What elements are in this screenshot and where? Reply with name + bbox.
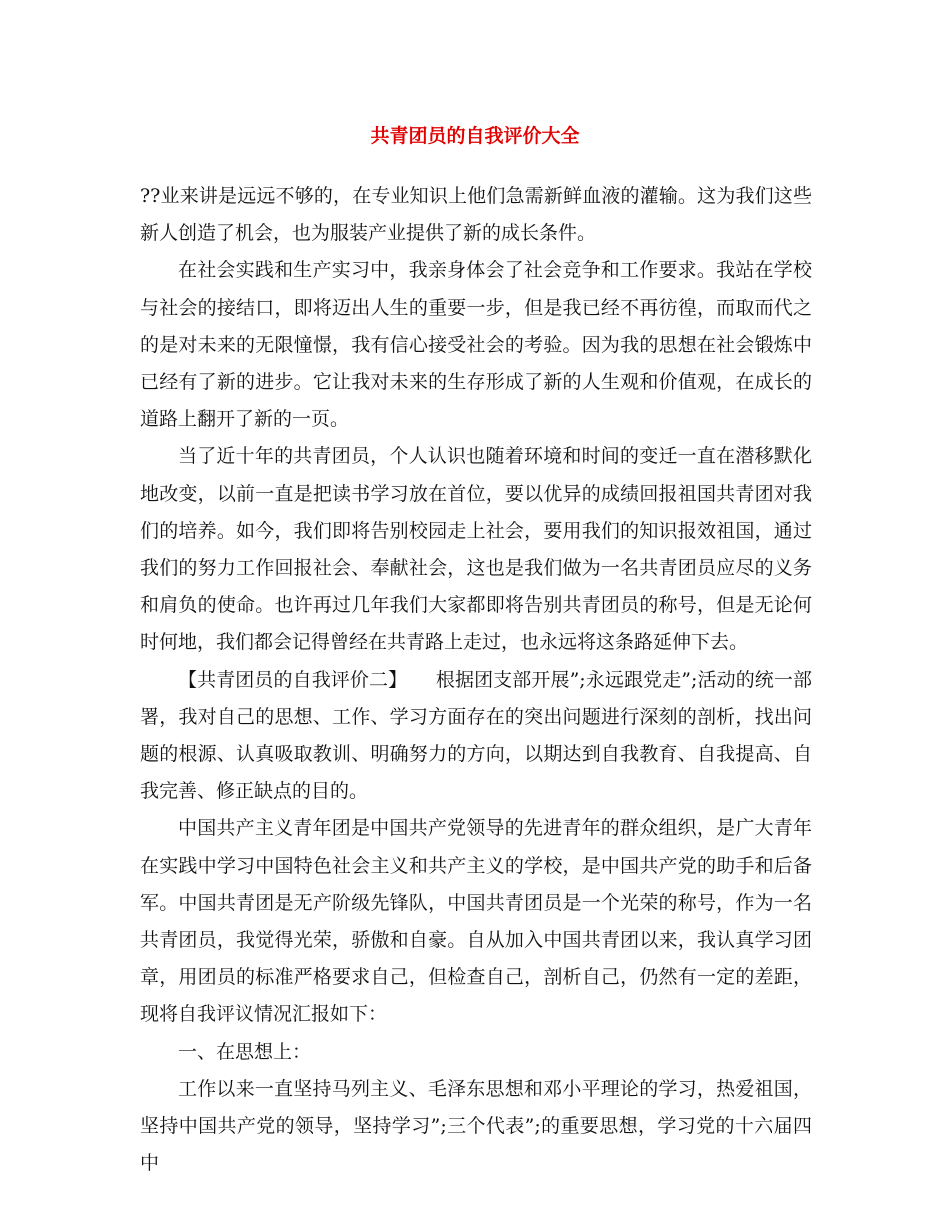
paragraph-3: 当了近十年的共青团员，个人认识也随着环境和时间的变迁一直在潜移默化地改变，以前一直是把读书学习放在首位，要以优异的成绩回报祖国共青团对我们的培养。如今，我们即将告别校园走上社会，要用我们的知识报效祖国，通过我们的努力工作回报社会、奉献社会，这也是我们做为一名共青团员应尽的义务和肩负的使命。也许再过几年我们大家都即将告别共青团员的称号，但是无论何时何地，我们都会记得曾经在共青路上走过，也永远将这条路延伸下去。 <box>140 445 812 654</box>
document-body <box>140 178 812 1182</box>
section-heading-thought: 一、在思想上： <box>178 1040 312 1063</box>
paragraph-5: 中国共产主义青年团是中国共产党领导的先进青年的群众组织，是广大青年在实践中学习中国特色社会主义和共产主义的学校，是中国共产党的助手和后备军。中国共青团是无产阶级先锋队，中国共青团员是一个光荣的称号，作为一名共青团员，我觉得光荣，骄傲和自豪。自从加入中国共青团以来，我认真学习团章，用团员的标准严格要求自己，但检查自己，剖析自己，仍然有一定的差距，现将自我评议情况汇报如下： <box>140 817 812 1026</box>
paragraph-1: ??业来讲是远远不够的，在专业知识上他们急需新鲜血液的灌输。这为我们这些新人创造了机会，也为服装产业提供了新的成长条件。 <box>140 185 812 245</box>
paragraph-7: 工作以来一直坚持马列主义、毛泽东思想和邓小平理论的学习，热爱祖国，坚持中国共产党的领导，坚持学习”;三个代表”;的重要思想，学习党的十六届四中 <box>140 1077 812 1175</box>
paragraph-4: 【共青团员的自我评价二】 根据团支部开展”;永远跟党走”;活动的统一部署，我对自己的思想、工作、学习方面存在的突出问题进行深刻的剖析，找出问题的根源、认真吸取教训、明确努力的方向，以期达到自我教育、自我提高、自我完善、修正缺点的目的。 <box>140 668 812 803</box>
document-title: 共青团员的自我评价大全 <box>370 125 580 147</box>
paragraph-2: 在社会实践和生产实习中，我亲身体会了社会竞争和工作要求。我站在学校与社会的接结口，即将迈出人生的重要一步，但是我已经不再彷徨，而取而代之的是对未来的无限憧憬，我有信心接受社会的考验。因为我的思想在社会锻炼中已经有了新的进步。它让我对未来的生存形成了新的人生观和价值观，在成长的道路上翻开了新的一页。 <box>140 259 812 431</box>
